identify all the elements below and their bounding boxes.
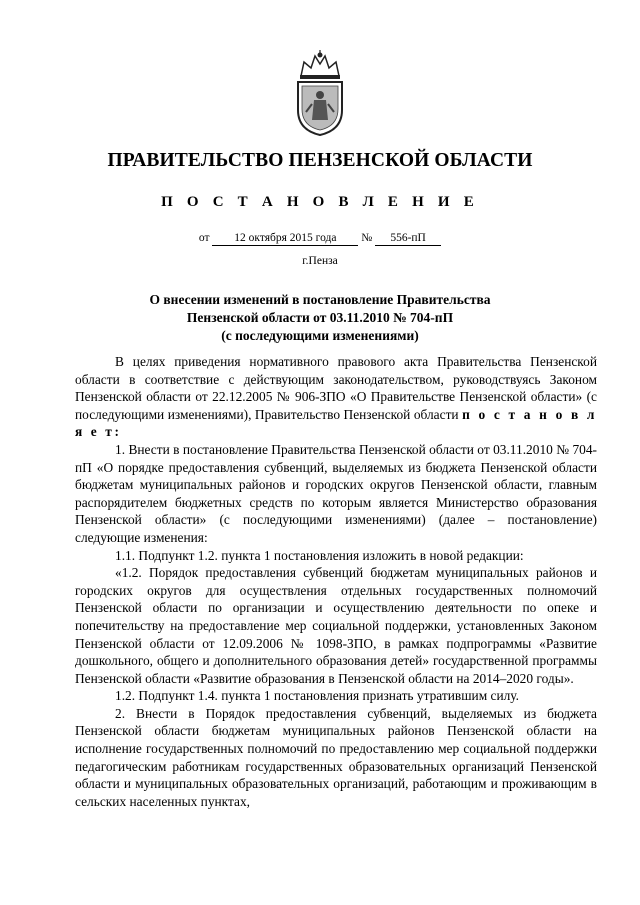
document-title — [110, 291, 530, 345]
date-number-line — [0, 232, 640, 246]
document-type: П О С Т А Н О В Л Е Н И Е — [161, 194, 479, 210]
preamble-text: В целях приведения нормативного правового акта Правительства Пензенской области в соответствие с действующим законодательством, руководствуясь Законом Пензенской области от 22.12.2005 № 906-ЗПО «О Правительстве Пензенской области» (с последующими изменениями), Правительство Пензенской области — [75, 354, 597, 422]
document-number: 556-пП — [375, 232, 441, 246]
paragraph-2: 2. Внести в Порядок предоставления субвенций, выделяемых из бюджета Пензенской области бюджетам муниципальных районов Пензенской области на исполнение государственных полномочий по предоставлению мер социальной поддержки педагогическим работникам государственных образовательных организаций Пензенской области и муниципальных образовательных организаций, работающим и проживающим в сельских населенных пунктах, — [75, 705, 597, 809]
paragraph-1: 1. Внести в постановление Правительства Пензенской области от 03.11.2010 № 704-пП «О порядке предоставления субвенций, выделяемых из бюджета Пензенской области бюджетам муниципальных районов и городских округов Пензенской области, главным распорядителем бюджетных средств по которым является Министерство образования Пензенской области» (с последующими изменениями) (далее – постановление) следующие изменения: — [75, 441, 597, 545]
penza-region-coat-of-arms-icon — [291, 50, 349, 136]
document-date: 12 октября 2015 года — [212, 232, 358, 246]
resolves-word: п о с т а н о в л я е т: — [75, 406, 598, 440]
government-name: ПРАВИТЕЛЬСТВО ПЕНЗЕНСКОЙ ОБЛАСТИ — [107, 150, 533, 171]
title-line-3: (с последующими изменениями) — [221, 328, 419, 343]
title-line-1: О внесении изменений в постановление Правительства — [149, 292, 491, 307]
paragraph-1-1: 1.1. Подпункт 1.2. пункта 1 постановления изложить в новой редакции: — [115, 547, 524, 563]
number-prefix: № — [361, 232, 373, 244]
city: г.Пенза — [302, 255, 338, 267]
paragraph-1-1-quote: «1.2. Порядок предоставления субвенций бюджетам муниципальных районов и городских округов для осуществления отдельных государственных полномочий Пензенской области по организации и осуществлению деятельности по опеке и попечительству на предоставление мер социальной поддержки, установленных Законом Пензенской области от 12.09.2006 № 1098-ЗПО, в рамках подпрограммы «Развитие дошкольного, общего и дополнительного образования детей» государственной программы Пензенской области «Развитие образования в Пензенской области на 2014–2020 годы». — [75, 565, 597, 686]
paragraph-1-2: 1.2. Подпункт 1.4. пункта 1 постановления признать утратившим силу. — [115, 688, 520, 704]
document-body — [75, 353, 597, 810]
date-prefix: от — [198, 232, 210, 244]
title-line-2: Пензенской области от 03.11.2010 № 704-пП — [186, 310, 454, 325]
preamble-paragraph — [75, 353, 597, 441]
